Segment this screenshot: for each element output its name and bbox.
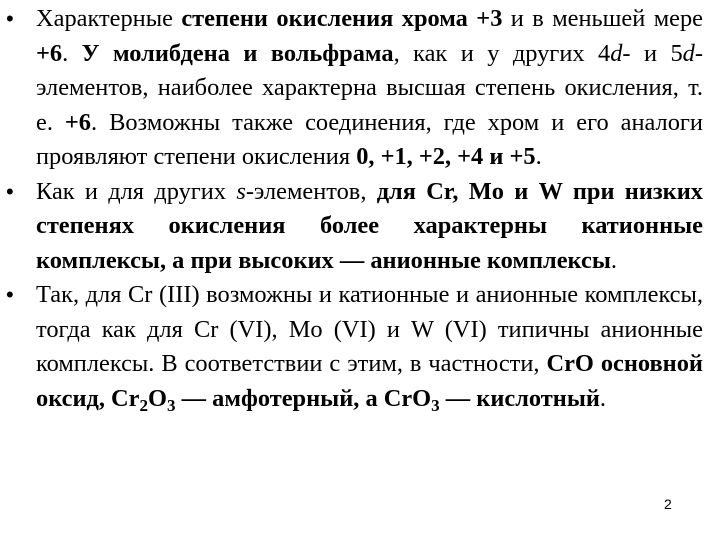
text-segment-italic: d: [682, 39, 695, 67]
bullet-oxidation-states: [0, 2, 720, 175]
text-segment-bold: CrO основной оксид, Cr: [36, 350, 703, 412]
text-segment: Так, для Cr (III) возможны и катионные и анионные комплексы, тогда как для Cr (VI), Mo (VI) и W (VI) типичны анионные комплексы. В соответствии с этим, в частности,: [36, 281, 703, 377]
text-segment: . Возможны также соединения, где хром и его аналоги проявляют степени окисления: [36, 108, 703, 170]
bullet-list: [0, 2, 720, 416]
text-segment-italic: d: [610, 39, 623, 67]
text-segment-bold: +6: [36, 39, 63, 67]
text-segment: Характерные: [36, 5, 182, 32]
text-segment-bold: 0, +1, +2, +4 и +5: [356, 143, 536, 170]
text-segment: -элементов, наиболее характерна высшая степень окисления, т. е.: [36, 39, 703, 136]
text-segment-bold: O: [148, 384, 168, 412]
text-segment-italic: s: [236, 177, 246, 205]
text-segment-bold: — амфотерный, а CrO: [175, 384, 432, 412]
text-segment: .: [599, 384, 607, 412]
text-segment: .: [535, 143, 542, 170]
text-segment-bold: У молибдена и вольфрама: [81, 39, 394, 67]
text-segment-bold: степени окисления хрома +3: [181, 5, 503, 32]
bullet-oxides: [0, 278, 720, 416]
bullet-complexes: [0, 175, 720, 279]
text-segment: - и 5: [622, 39, 683, 67]
subscript: 2: [139, 395, 149, 415]
text-segment: .: [62, 39, 82, 67]
subscript: 3: [167, 395, 176, 415]
text-segment: .: [610, 246, 617, 274]
subscript: 3: [431, 395, 440, 415]
text-segment-bold: — кислотный: [439, 384, 600, 412]
text-segment-bold: +6: [64, 108, 91, 136]
text-segment: -элементов,: [245, 177, 377, 205]
text-segment: , как и у других 4: [393, 39, 611, 67]
text-segment: Как и для других: [36, 177, 237, 205]
page-number: 2: [664, 496, 672, 512]
text-segment-bold: для Cr, Mo и W при низких степенях окисления более характерны катионные комплексы, а при высоких — анионные комплексы: [36, 177, 703, 274]
text-segment: и в меньшей мере: [502, 5, 703, 32]
